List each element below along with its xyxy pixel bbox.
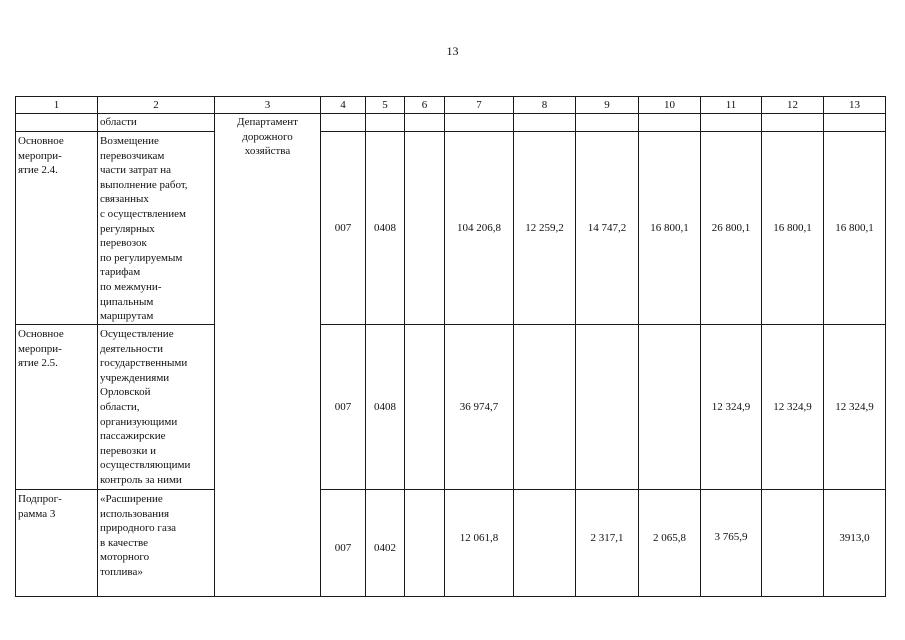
cont-cell-10 [639,114,701,132]
grbs-code: 007 [321,325,366,490]
total-amount: 36 974,7 [445,325,514,490]
amount-col13: 16 800,1 [824,132,886,325]
cont-cell-1 [16,114,98,132]
table-row [16,490,886,597]
col6-value [405,490,445,597]
col6-value [405,325,445,490]
header-cell-13: 13 [824,97,886,114]
section-code: 0402 [366,490,405,597]
cont-cell-12 [762,114,824,132]
amount-col8: 12 259,2 [514,132,576,325]
cont-cell-7 [445,114,514,132]
page-number: 13 [446,44,459,58]
total-amount: 12 061,8 [445,490,514,597]
table-row [16,325,886,490]
cont-cell-2: области [98,114,215,132]
total-amount: 104 206,8 [445,132,514,325]
amount-col9: 2 317,1 [576,490,639,597]
continuation-row [16,114,886,132]
header-cell-2: 2 [98,97,215,114]
activity-description: Осуществление деятельности государственными учреждениями Орловской области, организующими пассажирские перевозки и осуществляющими контроль за ними [98,325,215,490]
activity-description: Возмещение перевозчикам части затрат на выполнение работ, связанных с осуществлением регулярных перевозок по регулируемым тарифам по межмуни- ципальным маршрутам [98,132,215,325]
table-row [16,132,886,325]
grbs-code: 007 [321,490,366,597]
header-cell-7: 7 [445,97,514,114]
header-cell-4: 4 [321,97,366,114]
header-cell-10: 10 [639,97,701,114]
activity-code: Подпрог- рамма 3 [16,490,98,597]
header-cell-6: 6 [405,97,445,114]
amount-col11: 3 765,9 [701,490,762,597]
cont-cell-8 [514,114,576,132]
activity-code: Основное меропри- ятие 2.5. [16,325,98,490]
amount-col11: 26 800,1 [701,132,762,325]
responsible-department: Департамент дорожного хозяйства [215,114,321,597]
header-cell-11: 11 [701,97,762,114]
amount-col8 [514,325,576,490]
budget-table [15,96,886,597]
header-cell-12: 12 [762,97,824,114]
amount-col13: 12 324,9 [824,325,886,490]
section-code: 0408 [366,132,405,325]
header-row [16,97,886,114]
activity-code: Основное меропри- ятие 2.4. [16,132,98,325]
amount-col12: 12 324,9 [762,325,824,490]
cont-cell-9 [576,114,639,132]
amount-col11: 12 324,9 [701,325,762,490]
header-cell-1: 1 [16,97,98,114]
amount-col9 [576,325,639,490]
cont-cell-5 [366,114,405,132]
amount-col10: 16 800,1 [639,132,701,325]
amount-col8 [514,490,576,597]
amount-col9: 14 747,2 [576,132,639,325]
header-cell-8: 8 [514,97,576,114]
cont-cell-11 [701,114,762,132]
activity-description: «Расширение использования природного газа в качестве моторного топлива» [98,490,215,597]
section-code: 0408 [366,325,405,490]
amount-col12: 16 800,1 [762,132,824,325]
col6-value [405,132,445,325]
grbs-code: 007 [321,132,366,325]
header-cell-9: 9 [576,97,639,114]
amount-col13: 3913,0 [824,490,886,597]
header-cell-5: 5 [366,97,405,114]
amount-col10: 2 065,8 [639,490,701,597]
cont-cell-6 [405,114,445,132]
header-cell-3: 3 [215,97,321,114]
cont-cell-4 [321,114,366,132]
cont-cell-13 [824,114,886,132]
amount-col12 [762,490,824,597]
amount-col10 [639,325,701,490]
